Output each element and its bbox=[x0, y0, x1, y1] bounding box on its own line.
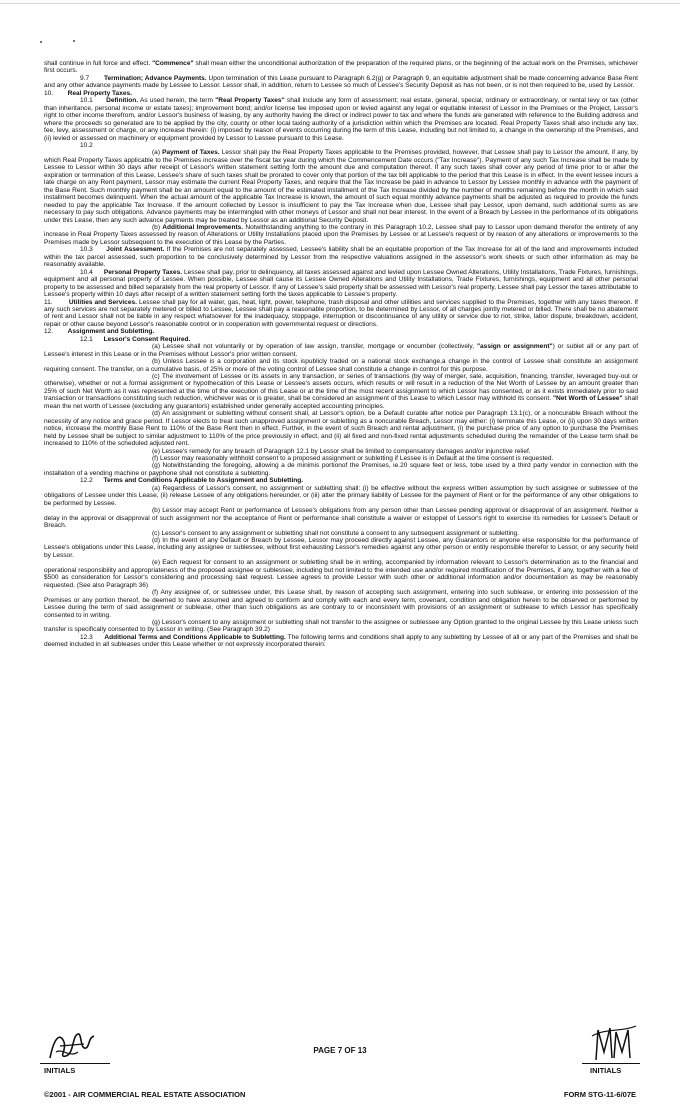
scan-speck bbox=[40, 41, 42, 43]
text-run: (b) Unless Lessee is a corporation and its stock ispublicly traded on a national stock exchange,a change in the control of Lessee shall constitute an assignment requiring consent. The transfer, on a cumulative basis, of 25% or more of the voting control of Lessee shall constitute a change in control for this purpose. bbox=[44, 358, 640, 373]
text-run: Upon termination of this Lease pursuant to Paragraph 6.2(g) or Paragraph 9, an equitable adjustment shall be made concerning advance Base Rent and any other advance payments made by Lessee to Lessor. Lessor shall, in addition, return to Lessee so much of Lessee's Security Deposit as has not been, or is not then required to be, used by Lessor. bbox=[44, 74, 640, 90]
text-run: (c) The involvement of Lessee or its assets in any transaction, or series of transactions (by way of merger, sale, acquisition, financing, transfer, leveraged buy-out or otherwise), whether or not a formal assignment or hypothecation of this Lease or Lessee's assets occurs, which results or will result in a reduction of the Net Worth of Lessee by an amount greater than 25% of such Net Worth as it was represented at the time of the execution of this Lease or at the time of the most recent assignment to which Lessor has consented, or as it exists immediately prior to said transaction or transactions constituting such reduction, whichever was or is greater, shall be considered an assignment of this Lease to which Lessor may withhold its consent. bbox=[44, 373, 640, 403]
bold-text-run: Lessor's Consent Required. bbox=[103, 335, 191, 343]
text-run: (g) Notwithstanding the foregoing, allowing a de minimis portionof the Premises, ie.20 square feet or less, tobe used by a third party vendor in connection with the installation of a vending machine or payphone shall not constitute a subletting. bbox=[44, 462, 640, 477]
text-run: 10.3 bbox=[80, 246, 107, 254]
bold-text-run: "Net Worth of Lessee" bbox=[552, 395, 623, 403]
lease-paragraph bbox=[44, 537, 638, 559]
lease-paragraph bbox=[44, 75, 638, 90]
bold-text-run: Termination; Advance Payments. bbox=[103, 74, 207, 82]
text-run: (a) Lessee shall not voluntarily or by operation of law assign, transfer, mortgage or encumber (collectively, bbox=[152, 343, 477, 351]
text-run: Lessor shall pay the Real Property Taxes applicable to the Premises provided, however, that Lessee shall pay to Lessor the amount, if any, by which Real Property Taxes applicable to the Premises increase over the fiscal tax year during which the Commencement Date occurs ("Tax Increase"). Payment of any such Tax Increase shall be made by Lessee to Lessor within 30 days after receipt of Lessor's written statement setting forth the amount due and computation thereof. If any such taxes shall cover any period of time prior to or after the expiration or termination of this Lease, Lessee's share of such taxes shall be prorated to cover only that portion of the tax bill applicable to the period that this Lease is in effect. In the event lessee incurs a late charge on any Rent payment, Lessor may estimate the current Real Property Taxes, and require that the Tax Increase be paid in advance to Lessor by Lessee monthly in advance with the payment of the Base Rent. Such monthly payment shall be an amount equal to the amount of the estimated installment of the Tax Increase divided by the number of months remaining before the month in which said installment becomes delinquent. When the actual amount of the applicable Tax Increase is known, the amount of such equal monthly advance payments shall be adjusted as required to provide the funds needed to pay the applicable Tax Increase. If the amount collected by Lessor is insufficient to pay the Tax Increase when due, Lessee shall pay Lessor, upon demand, such additional sums as are necessary to pay such obligations. Advance payments may be intermingled with other moneys of Lessor and shall not bear interest. In the event of a Breach by Lessee in the performance of its obligations under this Lease, then any such advance payments may be treated by Lessor as an additional Security Deposit. bbox=[44, 149, 640, 224]
right-initials-label: INITIALS bbox=[590, 1066, 622, 1075]
text-run: As used herein, the term bbox=[138, 97, 216, 105]
text-run: Lessee shall pay, prior to delinquency, all taxes assessed against and levied upon Lessee Owned Alterations, Utility Installations, Trade Fixtures, furnishings, equipment and all personal property of Lessee. When possible, Lessee shall cause its Lessee Owned Alterations and Utility Installations, Trade Fixtures, furnishings, equipment and all other personal property to be assessed and billed separately from the real property of Lessor. If any of Lessee's said property shall be assessed with Lessor's real property, Lessee shall pay Lessor the taxes attributable to Lessee's property within 10 days after receipt of a written statement setting forth the taxes applicable to Lessee's property. bbox=[44, 268, 640, 299]
left-initials-label: INITIALS bbox=[44, 1066, 76, 1075]
lease-paragraph bbox=[44, 455, 638, 462]
text-run: (b) Lessor may accept Rent or performance of Lessee's obligations from any person other than Lessee pending approval or disapproval of an assignment. Neither a delay in the approval or disapproval of such assignment nor the acceptance of Rent or performance shall constitute a waiver or estoppel of Lessor's right to exercise its remedies for Lessee's Default or Breach. bbox=[44, 507, 640, 530]
bold-text-run: Terms and Conditions Applicable to Assignment and Subletting. bbox=[103, 477, 304, 485]
lease-paragraph bbox=[44, 448, 638, 455]
lease-paragraph bbox=[44, 90, 638, 97]
bold-text-run: Additional Improvements. bbox=[162, 223, 244, 231]
lease-paragraph bbox=[44, 634, 638, 649]
bold-text-run: "assign or assignment" bbox=[476, 343, 553, 351]
text-run: If the Premises are not separately assessed, Lessee's liability shall be an equitable proportion of the Tax Increase for all of the land and improvements included within the tax parcel assessed, such proportion to be conclusively determined by Lessor from the respective valuations assigned in the assessor's work sheets or such other information as may be reasonably available. bbox=[44, 246, 640, 269]
lease-paragraph bbox=[44, 149, 638, 224]
text-run: 11. bbox=[44, 298, 69, 306]
text-run: shall mean either the unconditional authorization of the preparation of the required plans, or the beginning of the actual work on the Premises, whichever first occurs. bbox=[44, 60, 640, 75]
text-run: (e) Each request for consent to an assignment or subletting shall be in writing, accompanied by information relevant to Lessor's determination as to the financial and operational responsibility and appropriateness of the proposed assignee or sublessee, including but not limited to the intended use and/or required modification of the Premises, if any, together with a fee of $500 as consideration for Lessor's considering and processing said request. Lessee agrees to provide Lessor with such other or additional information and/or documentation as may be reasonably requested. (See also Paragraph 36) bbox=[44, 559, 640, 589]
text-run: 10. bbox=[44, 89, 68, 97]
lease-paragraph bbox=[44, 559, 638, 589]
text-run: Lessee shall pay for all water, gas, heat, light, power, telephone, trash disposal and other utilities and services supplied to the Premises, together with any taxes thereon. If any such services are not separately metered or billed to Lessee, Lessee shall pay a reasonable proportion, to be determined by Lessor, of all charges jointly metered or billed. There shall be no abatement of rent and Lessor shall not be liable in any respect whatsoever for the inadequacy, stoppage, interruption or discontinuance of any utility or service due to riot, strike, labor dispute, breakdown, accident, repair or other cause beyond Lessor's reasonable control or in cooperation with governmental request or directions. bbox=[44, 298, 640, 328]
lease-body-text bbox=[44, 60, 638, 649]
bold-text-run: Real Property Taxes. bbox=[67, 89, 132, 97]
text-run: 10.1 bbox=[80, 97, 107, 105]
text-run: (c) Lessor's consent to any assignment or subletting shall not constitute a consent to any subsequent assignment or subletting. bbox=[152, 529, 519, 537]
text-run: 10.4 bbox=[80, 268, 104, 276]
text-run: (e) Lessee's remedy for any breach of Paragraph 12.1 by Lessor shall be limited to compensatory damages and/or injunctive relief. bbox=[152, 447, 531, 455]
text-run: 12.3 bbox=[80, 633, 105, 641]
text-run: (a) bbox=[152, 149, 163, 157]
bold-text-run: Utilities and Services. bbox=[68, 298, 137, 306]
bold-text-run: Assignment and Subletting. bbox=[67, 328, 155, 336]
lease-paragraph bbox=[44, 410, 638, 447]
lease-paragraph bbox=[44, 485, 638, 507]
text-run: (b) bbox=[152, 223, 163, 231]
scan-speck bbox=[73, 40, 75, 42]
page-number: PAGE 7 OF 13 bbox=[313, 1046, 367, 1055]
lease-paragraph bbox=[44, 97, 638, 142]
text-run: Notwithstanding anything to the contrary in this Paragraph 10.2, Lessee shall pay to Lessor upon demand therefor the entirety of any increase in Real Property Taxes assessed by reason of Alterations or Utility Installations placed upon the Premises by Lessee or at Lessee's request or by reason of any alterations or improvements to the Premises made by Lessor subsequent to the execution of this Lease by the Parties. bbox=[44, 223, 640, 246]
form-number: FORM STG-11-6/07E bbox=[563, 1090, 636, 1099]
lease-paragraph bbox=[44, 619, 638, 634]
text-run: 12.2 bbox=[80, 477, 104, 485]
lease-paragraph bbox=[44, 589, 638, 619]
scan-edge-line bbox=[0, 3, 680, 4]
text-run: 9.7 bbox=[80, 74, 104, 82]
text-run: shall include any form of assessment; real estate, general, special, ordinary or extraordinary, or rental levy or tax (other than inheritance, personal income or estate taxes); improvement bond; and/or license fee imposed upon or levied against any legal or equitable interest of Lessor in the Premises or the Project, Lessor's right to other income therefrom, and/or Lessor's business of leasing, by any authority having the direct or indirect power to tax and where the funds are generated with reference to the Building address and where the proceeds so generated are to be applied by the city, county or other local taxing authority of a jurisdiction within which the Premises are located. Real Property Taxes shall also include any tax, fee, levy, assessment or charge, or any increase therein: (i) imposed by reason of events occurring during the term of this Lease, including but not limited to, a change in the ownership of the Premises, and (ii) levied or assessed on machinery or equipment provided by Lessor to Lessee pursuant to this Lease. bbox=[44, 97, 640, 142]
bold-text-run: Definition. bbox=[106, 97, 139, 105]
lease-paragraph bbox=[44, 336, 638, 343]
bold-text-run: "Real Property Taxes" bbox=[215, 97, 285, 105]
left-initials-line bbox=[40, 1063, 110, 1064]
text-run: shall continue in full force and effect. bbox=[44, 60, 153, 67]
text-run: (f) Lessor may reasonably withhold consent to a proposed assignment or subletting if Lessee is in Default at the time consent is requested. bbox=[152, 455, 554, 463]
lease-paragraph bbox=[44, 246, 638, 268]
lease-paragraph bbox=[44, 530, 638, 537]
text-run: The following terms and conditions shall apply to any subletting by Lessee of all or any part of the Premises and shall be deemed included in all subleases under this Lease whether or not expressly incorporated therein: bbox=[44, 633, 640, 649]
text-run: 12.1 bbox=[80, 335, 104, 343]
lease-paragraph bbox=[44, 358, 638, 373]
lease-paragraph bbox=[44, 477, 638, 484]
bold-text-run: Payment of Taxes. bbox=[162, 149, 220, 157]
copyright-notice: ©2001 - AIR COMMERCIAL REAL ESTATE ASSOCIATION bbox=[44, 1090, 246, 1099]
bold-text-run: Joint Assessment. bbox=[106, 246, 165, 254]
lease-paragraph bbox=[44, 269, 638, 299]
text-run: (g) Lessor's consent to any assignment or subletting shall not transfer to the assignee or sublessee any Option granted to the original Lessee by this Lease unless such transfer is specifically consented to by Lessor in writing. (See Paragraph 39.2) bbox=[44, 618, 640, 634]
lease-paragraph bbox=[44, 328, 638, 335]
lease-paragraph bbox=[44, 60, 638, 75]
left-initials-signature bbox=[44, 1028, 104, 1064]
text-run: ) or sublet all or any part of Lessee's interest in this Lease or in the Premises without Lessor's prior written consent. bbox=[44, 343, 640, 358]
lease-paragraph bbox=[44, 142, 638, 149]
lease-paragraph bbox=[44, 299, 638, 329]
text-run: (d) In the event of any Default or Breach by Lessee, Lessor may proceed directly against Lessee, any Guarantors or anyone else responsible for the performance of Lessee's obligations under this Lease, including any assignee or sublessee, without first exhausting Lessor's remedies against any other person or entity responsible therefor to Lessor, or any security held by Lessor. bbox=[44, 537, 640, 559]
text-run: 12. bbox=[44, 328, 68, 336]
text-run: (d) An assignment or subletting without consent shall, at Lessor's option, be a Default curable after notice per Paragraph 13.1(c), or a noncurable Breach without the necessity of any notice and grace period. If Lessor elects to treat such unapproved assignment or subletting as a noncurable Breach, Lessor may either: (i) terminate this Lease, or (ii) upon 30 days written notice, increase the monthly Base Rent to 110% of the Base Rent then in effect. Further, in the event of such Breach and rental adjustment, (i) the purchase price of any option to purchase the Premises held by Lessee shall be subject to similar adjustment to 110% of the price previously in effect, and (ii) all fixed and non-fixed rental adjustments scheduled during the remainder of the Lease term shall be increased to 110% of the scheduled adjusted rent. bbox=[44, 410, 640, 448]
lease-paragraph bbox=[44, 507, 638, 529]
right-initials-line bbox=[582, 1063, 640, 1064]
lease-paragraph bbox=[44, 373, 638, 410]
bold-text-run: Additional Terms and Conditions Applicable to Subletting. bbox=[104, 633, 286, 641]
lease-paragraph bbox=[44, 224, 638, 246]
lease-paragraph bbox=[44, 343, 638, 358]
bold-text-run: Personal Property Taxes. bbox=[103, 268, 183, 276]
lease-paragraph bbox=[44, 462, 638, 477]
bold-text-run: "Commence" bbox=[152, 60, 194, 67]
text-run: (a) Regardless of Lessor's consent, no assignment or subletting shall: (i) be effective without the express written assumption by such assignee or sublessee of the obligations of Lessee under this Lease, (ii) release Lessee of any obligations hereunder, or (iii) alter the primary liability of Lessee for the payment of Rent or for the performance of any other obligations to be performed by Lessee. bbox=[44, 484, 640, 507]
text-run: shall mean the net worth of Lessee (excluding any guarantors) established under generally accepted accounting principles. bbox=[44, 395, 640, 410]
text-run: 10.2 bbox=[80, 141, 93, 149]
text-run: (f) Any assignee of, or sublessee under, this Lease shall, by reason of accepting such assignment, entering into such sublease, or entering into possession of the Premises or any portion thereof, be deemed to have assumed and agreed to conform and comply with each and every term, covenant, condition and obligation herein to be observed or performed by Lessee during the term of said assignment or sublease, other than such obligations as are contrary to or inconsistent with provisions of an assignment or sublease to which Lessor has specifically consented to in writing. bbox=[44, 589, 640, 619]
right-initials-signature bbox=[588, 1022, 640, 1064]
